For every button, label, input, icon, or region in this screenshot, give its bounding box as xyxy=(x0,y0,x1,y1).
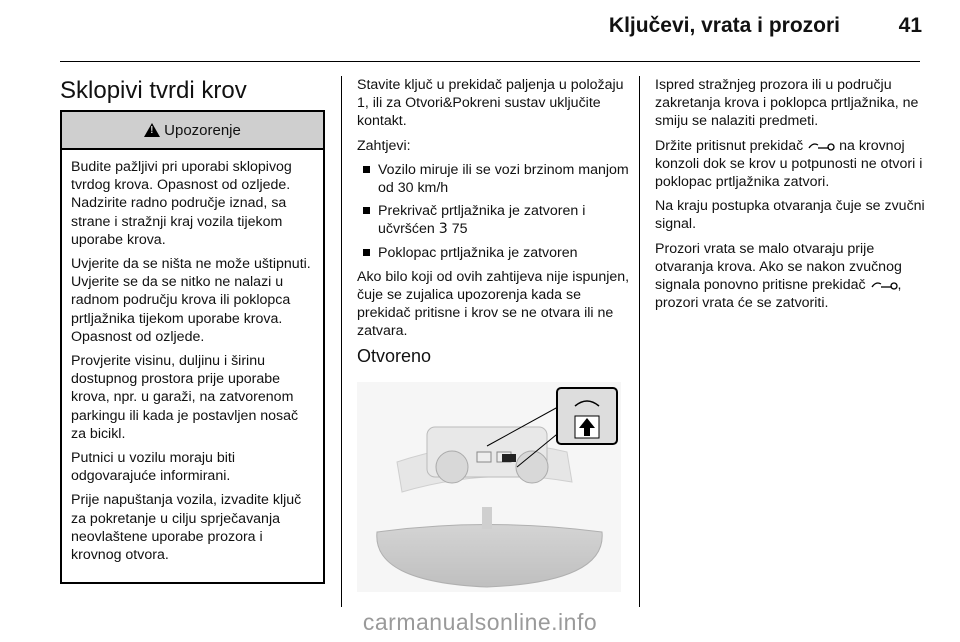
requirements-label: Zahtjevi: xyxy=(357,137,411,154)
header-title: Ključevi, vrata i prozori xyxy=(608,14,840,37)
warning-heading xyxy=(62,112,323,150)
warning-paragraph: Uvjerite da se ništa ne može uštipnuti. Uvjerite se da se nitko ne nalazi u radnom području krova ili poklopca prtljažnika tijekom uporabe krova. Opasnost od ozljede. xyxy=(71,256,311,345)
warning-heading-text: Upozorenje xyxy=(164,121,241,139)
roof-switch-icon xyxy=(807,140,835,152)
list-item: Poklopac prtljažnika je zatvoren xyxy=(357,244,632,262)
header-divider xyxy=(60,61,920,62)
column-middle xyxy=(357,76,632,371)
page-reference-arrow: 3 xyxy=(438,221,448,238)
subheading-open: Otvoreno xyxy=(357,345,432,366)
column-divider xyxy=(639,76,640,607)
roof-console-illustration xyxy=(357,382,621,592)
column-right xyxy=(655,76,930,318)
warning-paragraph: Prije napuštanja vozila, izvadite ključ za pokretanje u cilju sprječavanja neovlaštene uporabe prozora i krovnog otvora. xyxy=(71,492,302,564)
page-number: 41 xyxy=(898,14,922,37)
paragraph: Držite pritisnut prekidač na krovnoj konzoli dok se krov u potpunosti ne otvori i poklopac prtljažnika zatvori. xyxy=(655,137,923,191)
warning-paragraph: Provjerite visinu, duljinu i širinu dostupnog prostora prije uporabe krova, npr. u garaži, na zatvorenom parkingu ili kada je postavljen nosač za bicikl. xyxy=(71,353,299,442)
warning-box xyxy=(60,110,325,584)
paragraph: Ispred stražnjeg prozora ili u području zakretanja krova i poklopca prtljažnika, ne smiju se nalaziti predmeti. xyxy=(655,77,919,130)
intro-paragraph: Stavite ključ u prekidač paljenja u položaju 1, ili za Otvori&Pokreni sustav uključite kontakt. xyxy=(357,77,624,130)
list-item: Prekrivač prtljažnika je zatvoren i učvršćen 3 75 xyxy=(357,202,632,238)
column-divider xyxy=(341,76,342,607)
warning-body xyxy=(62,150,323,564)
roof-switch-icon xyxy=(870,279,898,291)
warning-paragraph: Putnici u vozilu moraju biti odgovarajuće informirani. xyxy=(71,450,236,485)
warning-paragraph: Budite pažljivi pri uporabi sklopivog tvrdog krova. Opasnost od ozljede. Nadzirite radno područje iznad, sa strane i stražnji kraj vozila tijekom uporabe krova. xyxy=(71,159,292,248)
section-title: Sklopivi tvrdi krov xyxy=(60,77,247,104)
paragraph: Na kraju postupka otvaranja čuje se zvučni signal. xyxy=(655,198,925,233)
requirements-note: Ako bilo koji od ovih zahtijeva nije ispunjen, čuje se zujalica upozorenja kada se prekidač pritisne i krov se ne otvara ili ne zatvara. xyxy=(357,268,630,340)
page-reference: 75 xyxy=(451,221,468,238)
watermark: carmanualsonline.info xyxy=(362,608,598,635)
requirements-list xyxy=(357,161,632,262)
warning-triangle-icon xyxy=(144,123,160,137)
paragraph: Prozori vrata se malo otvaraju prije otvaranja krova. Ako se nakon zvučnog signala ponovno pritisne prekidač , prozori vrata će se zatvoriti. xyxy=(655,240,902,312)
list-item: Vozilo miruje ili se vozi brzinom manjom od 30 km/h xyxy=(357,161,632,197)
